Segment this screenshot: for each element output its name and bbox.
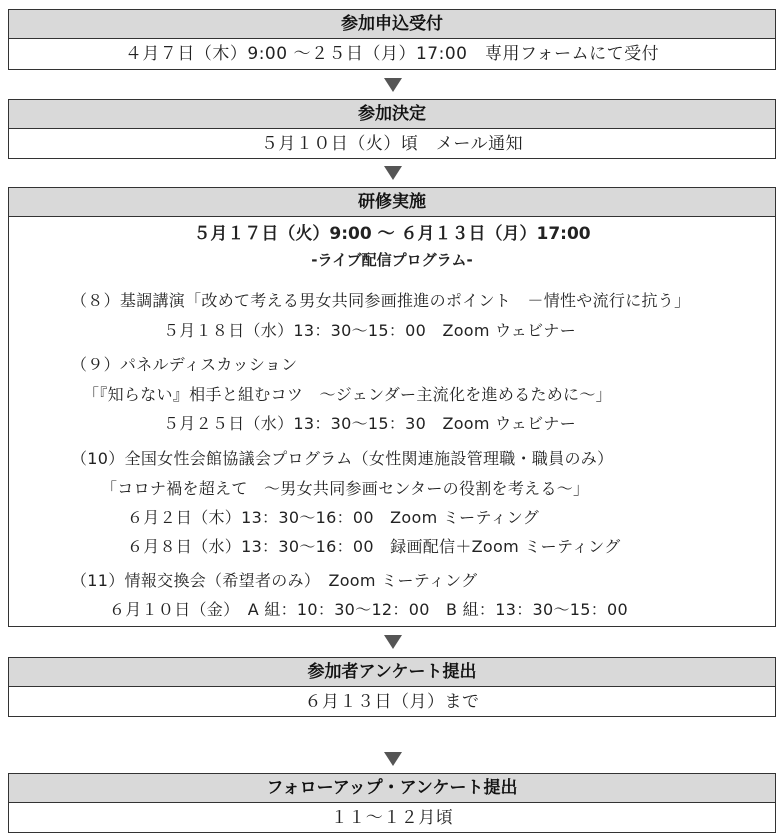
program-line: （10）全国女性会館協議会プログラム（女性関連施設管理職・職員のみ） xyxy=(71,449,614,468)
down-arrow-icon xyxy=(384,635,402,649)
program-line: 「コロナ禍を超えて ～男女共同参画センターの役割を考える～」 xyxy=(101,479,590,498)
step-survey xyxy=(8,657,776,717)
program-line: ６月１０日（金） A 組：10：30～12：00 B 組：13：30～15：00 xyxy=(109,600,628,619)
step-detail: ４月７日（木）9:00 ～２５日（月）17:00 専用フォームにて受付 xyxy=(124,44,660,64)
step-followup xyxy=(8,773,776,833)
down-arrow-icon xyxy=(384,752,402,766)
step-title: フォローアップ・アンケート提出 xyxy=(9,774,775,803)
program-line: （８）基調講演「改めて考える男女共同参画推進のポイント －情性や流行に抗う」 xyxy=(71,291,691,310)
program-line: ６月８日（水）13：30～16：00 録画配信＋Zoom ミーティング xyxy=(127,537,621,556)
training-period: ５月１７日（火）9:00 ～ ６月１３日（月）17:00 xyxy=(193,224,591,244)
step-detail: １１～１２月頃 xyxy=(330,808,454,828)
step-training xyxy=(8,187,776,627)
down-arrow-icon xyxy=(384,78,402,92)
step-title: 参加者アンケート提出 xyxy=(9,658,775,687)
step-detail: ５月１０日（火）頃 メール通知 xyxy=(260,134,524,154)
program-line: ６月２日（木）13：30～16：00 Zoom ミーティング xyxy=(127,508,540,527)
training-subtitle: -ライブ配信プログラム- xyxy=(311,251,473,269)
program-line: ５月２５日（水）13：30～15：30 Zoom ウェビナー xyxy=(163,414,577,433)
down-arrow-icon xyxy=(384,166,402,180)
step-title: 参加申込受付 xyxy=(9,10,775,39)
step-title: 研修実施 xyxy=(9,188,775,217)
program-line: （11）情報交換会（希望者のみ） Zoom ミーティング xyxy=(71,571,478,590)
program-line: ５月１８日（水）13：30～15：00 Zoom ウェビナー xyxy=(163,321,577,340)
step-title: 参加決定 xyxy=(9,100,775,129)
step-application xyxy=(8,9,776,70)
program-line: 「『知らない』相手と組むコツ ～ジェンダー主流化を進めるために～」 xyxy=(83,385,612,404)
step-detail: ６月１３日（月）まで xyxy=(304,692,480,712)
program-line: （９）パネルディスカッション xyxy=(71,355,298,374)
step-decision xyxy=(8,99,776,159)
